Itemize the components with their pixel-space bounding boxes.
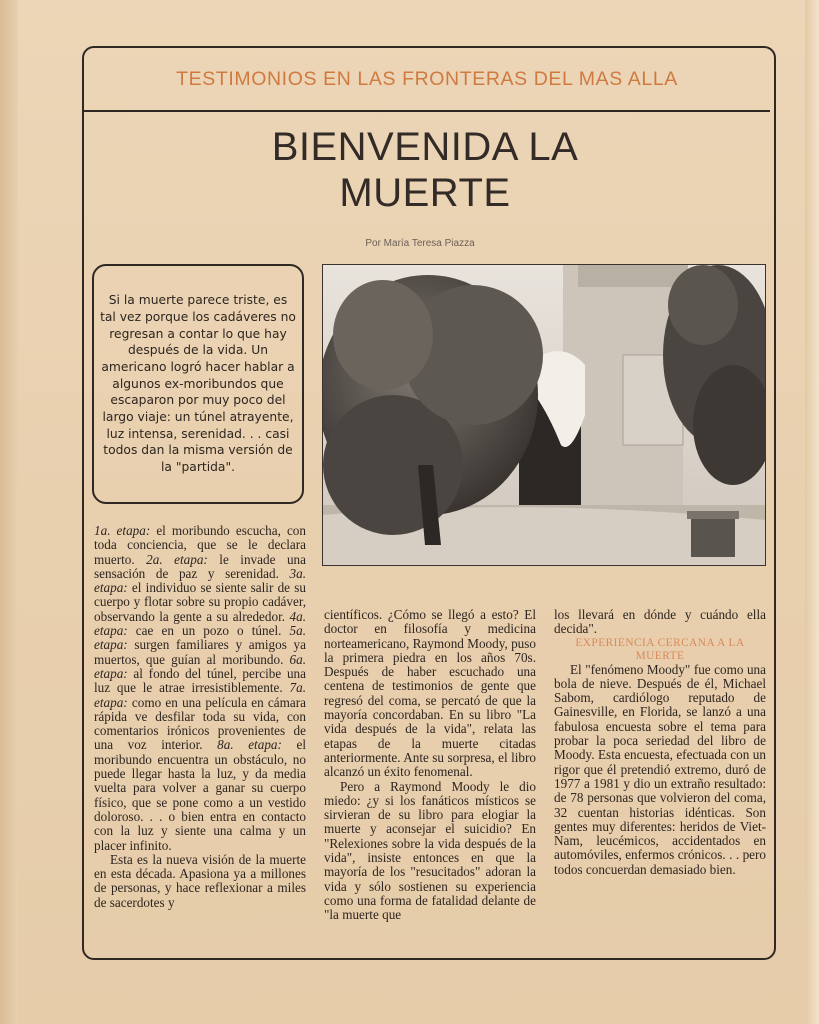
stage-5-text: surgen familiares y amigos ya muertos, que guían al moribundo. — [94, 637, 306, 667]
col2-paragraph-2: Pero a Raymond Moody le dio miedo: ¿y si los fanáticos místicos se sirvieran de su libro para elogiar la muerte y aconsejar el suicidio? En "Relexiones sobre la vida después de la vida", insiste entonces en que la mayoría de los "resucitados" adoran la vida y sólo sostienen su experiencia como una forma de fatalidad delante de "la muerte que — [324, 778, 536, 923]
stage-8-label: 8a. etapa: — [217, 737, 282, 753]
col2-paragraph-1: científicos. ¿Cómo se llegó a esto? El doctor en filosofía y medicina norteamericano, Raymond Moody, puso la primera piedra en los años 70s. Después de haber escuchado una centena de testimonios de gente que regresó del coma, se percató de que la mayoría concordaban. En su libro "La vida después de la vida", relata las etapas de la muerte citadas anteriormente. Ante su sorpresa, el libro alcanzó un éxito fenomenal. — [324, 607, 536, 780]
text-column-1 — [94, 524, 306, 910]
text-column-2 — [324, 608, 536, 923]
col3-paragraph-1: los llevará en dónde y cuándo ella decida". — [554, 607, 766, 637]
article-title — [130, 124, 720, 216]
col3-paragraph-2: El "fenómeno Moody" fue como una bola de nieve. Después de él, Michael Sabom, cardiólogo reputado de Gainesville, en Florida, se lanzó a una fabulosa encuesta sobre el tema para probar la poca seriedad del libro de Moody. Esta encuesta, efectuada con un rigor que él pretendió extremo, duró de 1977 a 1981 y dio un extraño resultado: de 78 personas que volvieron del coma, 32 cuentan historias idénticas. Son gentes muy diferentes: heridos de Viet-Nam, leucémicos, accidentados en automóviles, enfermos crónicos. . . pero todos concuerdan demasiado bien. — [554, 661, 766, 877]
title-line-1: BIENVENIDA LA — [271, 125, 579, 169]
stage-4-label: 4a. etapa: — [94, 608, 306, 639]
section-banner-text: TESTIMONIOS EN LAS FRONTERAS DEL MAS ALLA — [176, 67, 678, 90]
stages-paragraph — [94, 524, 306, 853]
stage-7-label: 7a. etapa: — [94, 680, 306, 710]
stage-1-label: 1a. etapa: — [94, 523, 151, 538]
stage-3-text: el individuo se siente salir de su cuerpo y flotar sobre su propio cadáver, observando la gente a su alrededor. — [94, 580, 306, 624]
col3-subheading: EXPERIENCIA CERCANA A LA MUERTE — [575, 636, 745, 662]
stage-1-text: el moribundo escucha, con toda conciencia, que se le declara muerto. — [94, 523, 306, 567]
intro-text: Si la muerte parece triste, es tal vez porque los cadáveres no regresan a contar lo que hay después de la vida. Un americano logró hacer hablar a algunos ex-moribundos que escaparon por muy poco del largo viaje: un túnel atrayente, luz intensa, serenidad. . . casi todos dan la misma versión de la "partida". — [100, 293, 296, 475]
stage-6-text: al fondo del túnel, percibe una luz que le atrae irresistiblemente. — [94, 665, 306, 696]
stage-8-text: el moribundo encuentra un obstáculo, no puede llegar hasta la luz, y da media vuelta para volver a ganar su cuerpo físico, que se pone como a un vestido doloroso. . . o bien entra en contacto con la luz y siente una calma y un placer infinito. — [94, 737, 306, 853]
col1-paragraph-2: Esta es la nueva visión de la muerte en esta década. Apasiona ya a millones de personas, y hace reflexionar a miles de sacerdotes y — [94, 851, 306, 910]
title-line-2: MUERTE — [339, 171, 511, 215]
page-edge-right — [805, 0, 819, 1024]
byline: Por María Teresa Piazza — [365, 238, 475, 249]
text-column-3 — [554, 608, 766, 877]
stage-2-label: 2a. etapa: — [146, 551, 208, 567]
stage-6-label: 6a. etapa: — [94, 651, 306, 681]
photo-illustration — [323, 265, 765, 565]
intro-box — [92, 264, 304, 504]
stage-2-text: le invade una sensación de paz y serenidad. — [94, 551, 306, 581]
section-banner — [84, 48, 770, 112]
stage-5-label: 5a. etapa: — [94, 623, 306, 653]
stage-3-label: 3a. etapa: — [94, 565, 306, 596]
stage-7-text: como en una película en cámara rápida ve desfilar toda su vida, con comentarios irónicos provenientes de una voz interior. — [94, 694, 306, 753]
page-edge-left — [0, 0, 18, 1024]
stage-4-text: cae en un pozo o túnel. — [127, 623, 290, 639]
article-photo — [322, 264, 766, 566]
